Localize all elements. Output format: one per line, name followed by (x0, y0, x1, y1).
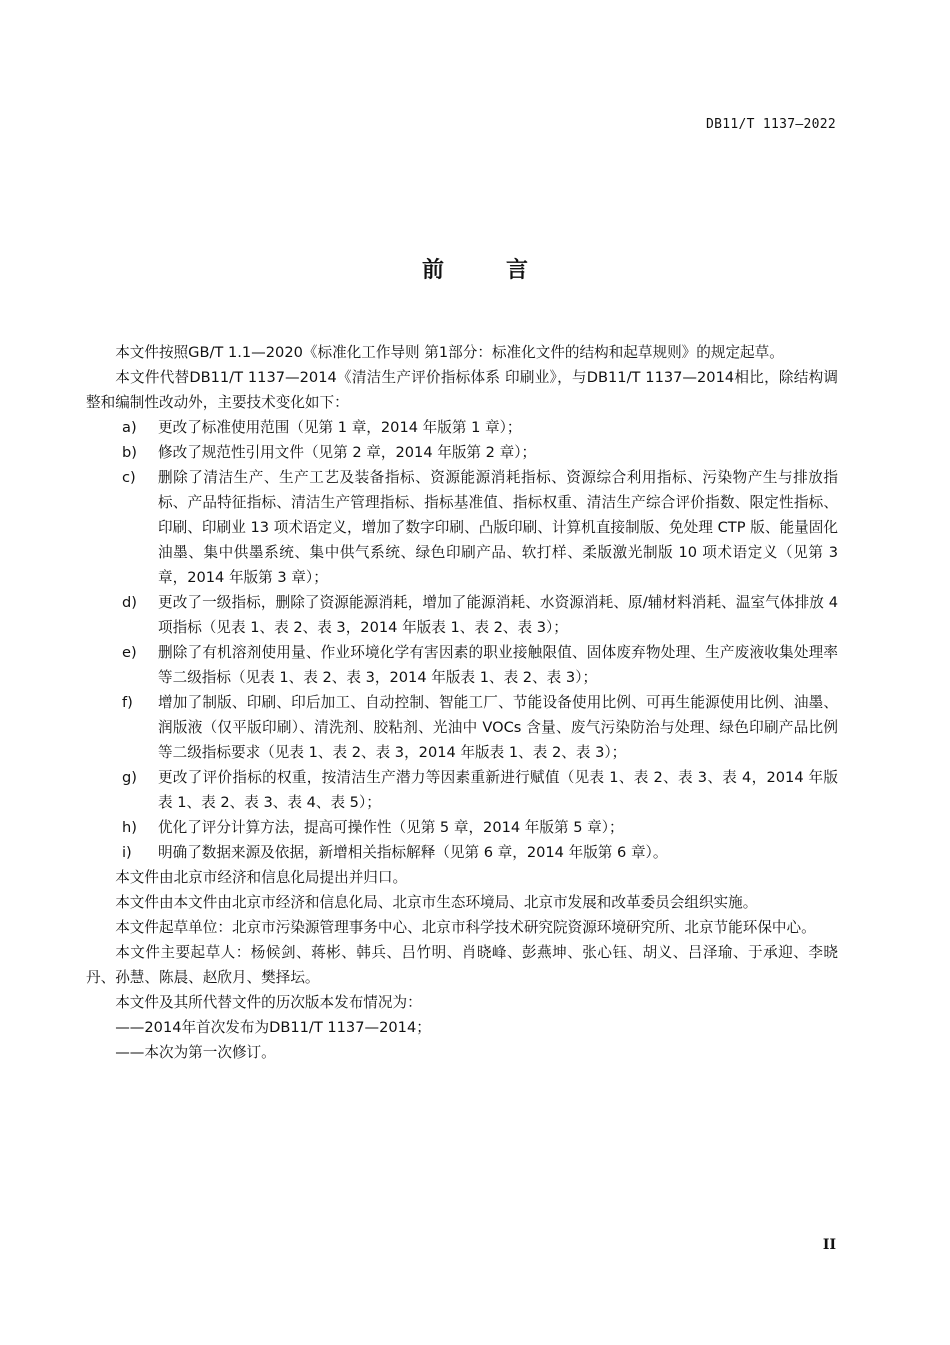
list-item-text: 更改了一级指标，删除了资源能源消耗，增加了能源消耗、水资源消耗、原/辅材料消耗、温室气体排放 4 项指标（见表 1、表 2、表 3，2014 年版表 1、表 2、表 3）； (158, 594, 838, 636)
page-title (0, 253, 950, 284)
paragraph-history-intro: 本文件及其所代替文件的历次版本发布情况为： (115, 994, 422, 1011)
paragraph-proposer: 本文件由北京市经济和信息化局提出并归口。 (115, 869, 408, 886)
list-item-marker: i) (122, 844, 132, 861)
list-item-text: 修改了规范性引用文件（见第 2 章，2014 年版第 2 章）； (158, 444, 537, 461)
list-item-text: 更改了评价指标的权重，按清洁生产潜力等因素重新进行赋值（见表 1、表 2、表 3、表 4，2014 年版表 1、表 2、表 3、表 4、表 5）； (158, 769, 838, 811)
list-item-text: 优化了评分计算方法，提高可操作性（见第 5 章，2014 年版第 5 章）； (158, 819, 624, 836)
page-number: II (822, 1237, 836, 1253)
title-char-1: 前 (421, 258, 444, 283)
list-item (86, 465, 838, 590)
list-item-text: 删除了有机溶剂使用量、作业环境化学有害因素的职业接触限值、固体废弃物处理、生产废液收集处理率等二级指标（见表 1、表 2、表 3，2014 年版表 1、表 2、表 3）； (158, 644, 838, 686)
list-item-marker: a) (122, 419, 137, 436)
list-item-marker: g) (122, 769, 137, 786)
paragraph-implementer: 本文件由本文件由北京市经济和信息化局、北京市生态环境局、北京市发展和改革委员会组织实施。 (115, 894, 758, 911)
history-item-revision: ——本次为第一次修订。 (115, 1044, 276, 1061)
paragraph-drafting-units: 本文件起草单位：北京市污染源管理事务中心、北京市科学技术研究院资源环境研究所、北京节能环保中心。 (115, 919, 816, 936)
list-item-marker: c) (122, 469, 136, 486)
list-item-marker: d) (122, 594, 137, 611)
list-item (86, 640, 838, 690)
list-item-marker: b) (122, 444, 137, 461)
list-item-text: 删除了清洁生产、生产工艺及装备指标、资源能源消耗指标、资源综合利用指标、污染物产生与排放指标、产品特征指标、清洁生产管理指标、指标基准值、指标权重、清洁生产综合评价指数、限定性指标、印刷、印刷业 13 项术语定义，增加了数字印刷、凸版印刷、计算机直接制版、免处理 CTP 版、能量固化油墨、集中供墨系统、集中供气系统、绿色印刷产品、软打样、柔版激光制版 10 项术语定义（见第 3 章，2014 年版第 3 章）； (158, 469, 838, 586)
paragraph-replacement: 本文件代替DB11/T 1137—2014《清洁生产评价指标体系 印刷业》，与DB11/T 1137—2014相比，除结构调整和编制性改动外，主要技术变化如下： (86, 369, 838, 411)
list-item (86, 415, 838, 440)
paragraph-drafting-rule: 本文件按照GB/T 1.1—2020《标准化工作导则 第1部分：标准化文件的结构和起草规则》的规定起草。 (115, 344, 784, 361)
paragraph-drafters: 本文件主要起草人：杨候剑、蒋彬、韩兵、吕竹明、肖晓峰、彭燕坤、张心钰、胡义、吕泽瑜、于承迎、李晓丹、孙慧、陈晨、赵欣月、樊择坛。 (86, 944, 838, 986)
list-item-text: 更改了标准使用范围（见第 1 章，2014 年版第 1 章）； (158, 419, 522, 436)
title-char-2: 言 (506, 258, 529, 283)
list-item (86, 840, 838, 865)
list-item-marker: f) (122, 694, 133, 711)
list-item (86, 440, 838, 465)
foreword-body (86, 340, 838, 1065)
list-item-text: 增加了制版、印刷、印后加工、自动控制、智能工厂、节能设备使用比例、可再生能源使用比例、油墨、润版液（仅平版印刷）、清洗剂、胶粘剂、光油中 VOCs 含量、废气污染防治与处理、绿色印刷产品比例等二级指标要求（见表 1、表 2、表 3，2014 年版表 1、表 2、表 3）； (158, 694, 838, 761)
list-item (86, 765, 838, 815)
list-item-text: 明确了数据来源及依据，新增相关指标解释（见第 6 章，2014 年版第 6 章）。 (158, 844, 668, 861)
technical-changes-list (86, 415, 838, 865)
list-item-marker: h) (122, 819, 137, 836)
standard-code: DB11/T 1137—2022 (705, 117, 836, 132)
list-item (86, 590, 838, 640)
history-item-first-release: ——2014年首次发布为DB11/T 1137—2014； (115, 1019, 431, 1036)
list-item (86, 815, 838, 840)
list-item (86, 690, 838, 765)
list-item-marker: e) (122, 644, 137, 661)
